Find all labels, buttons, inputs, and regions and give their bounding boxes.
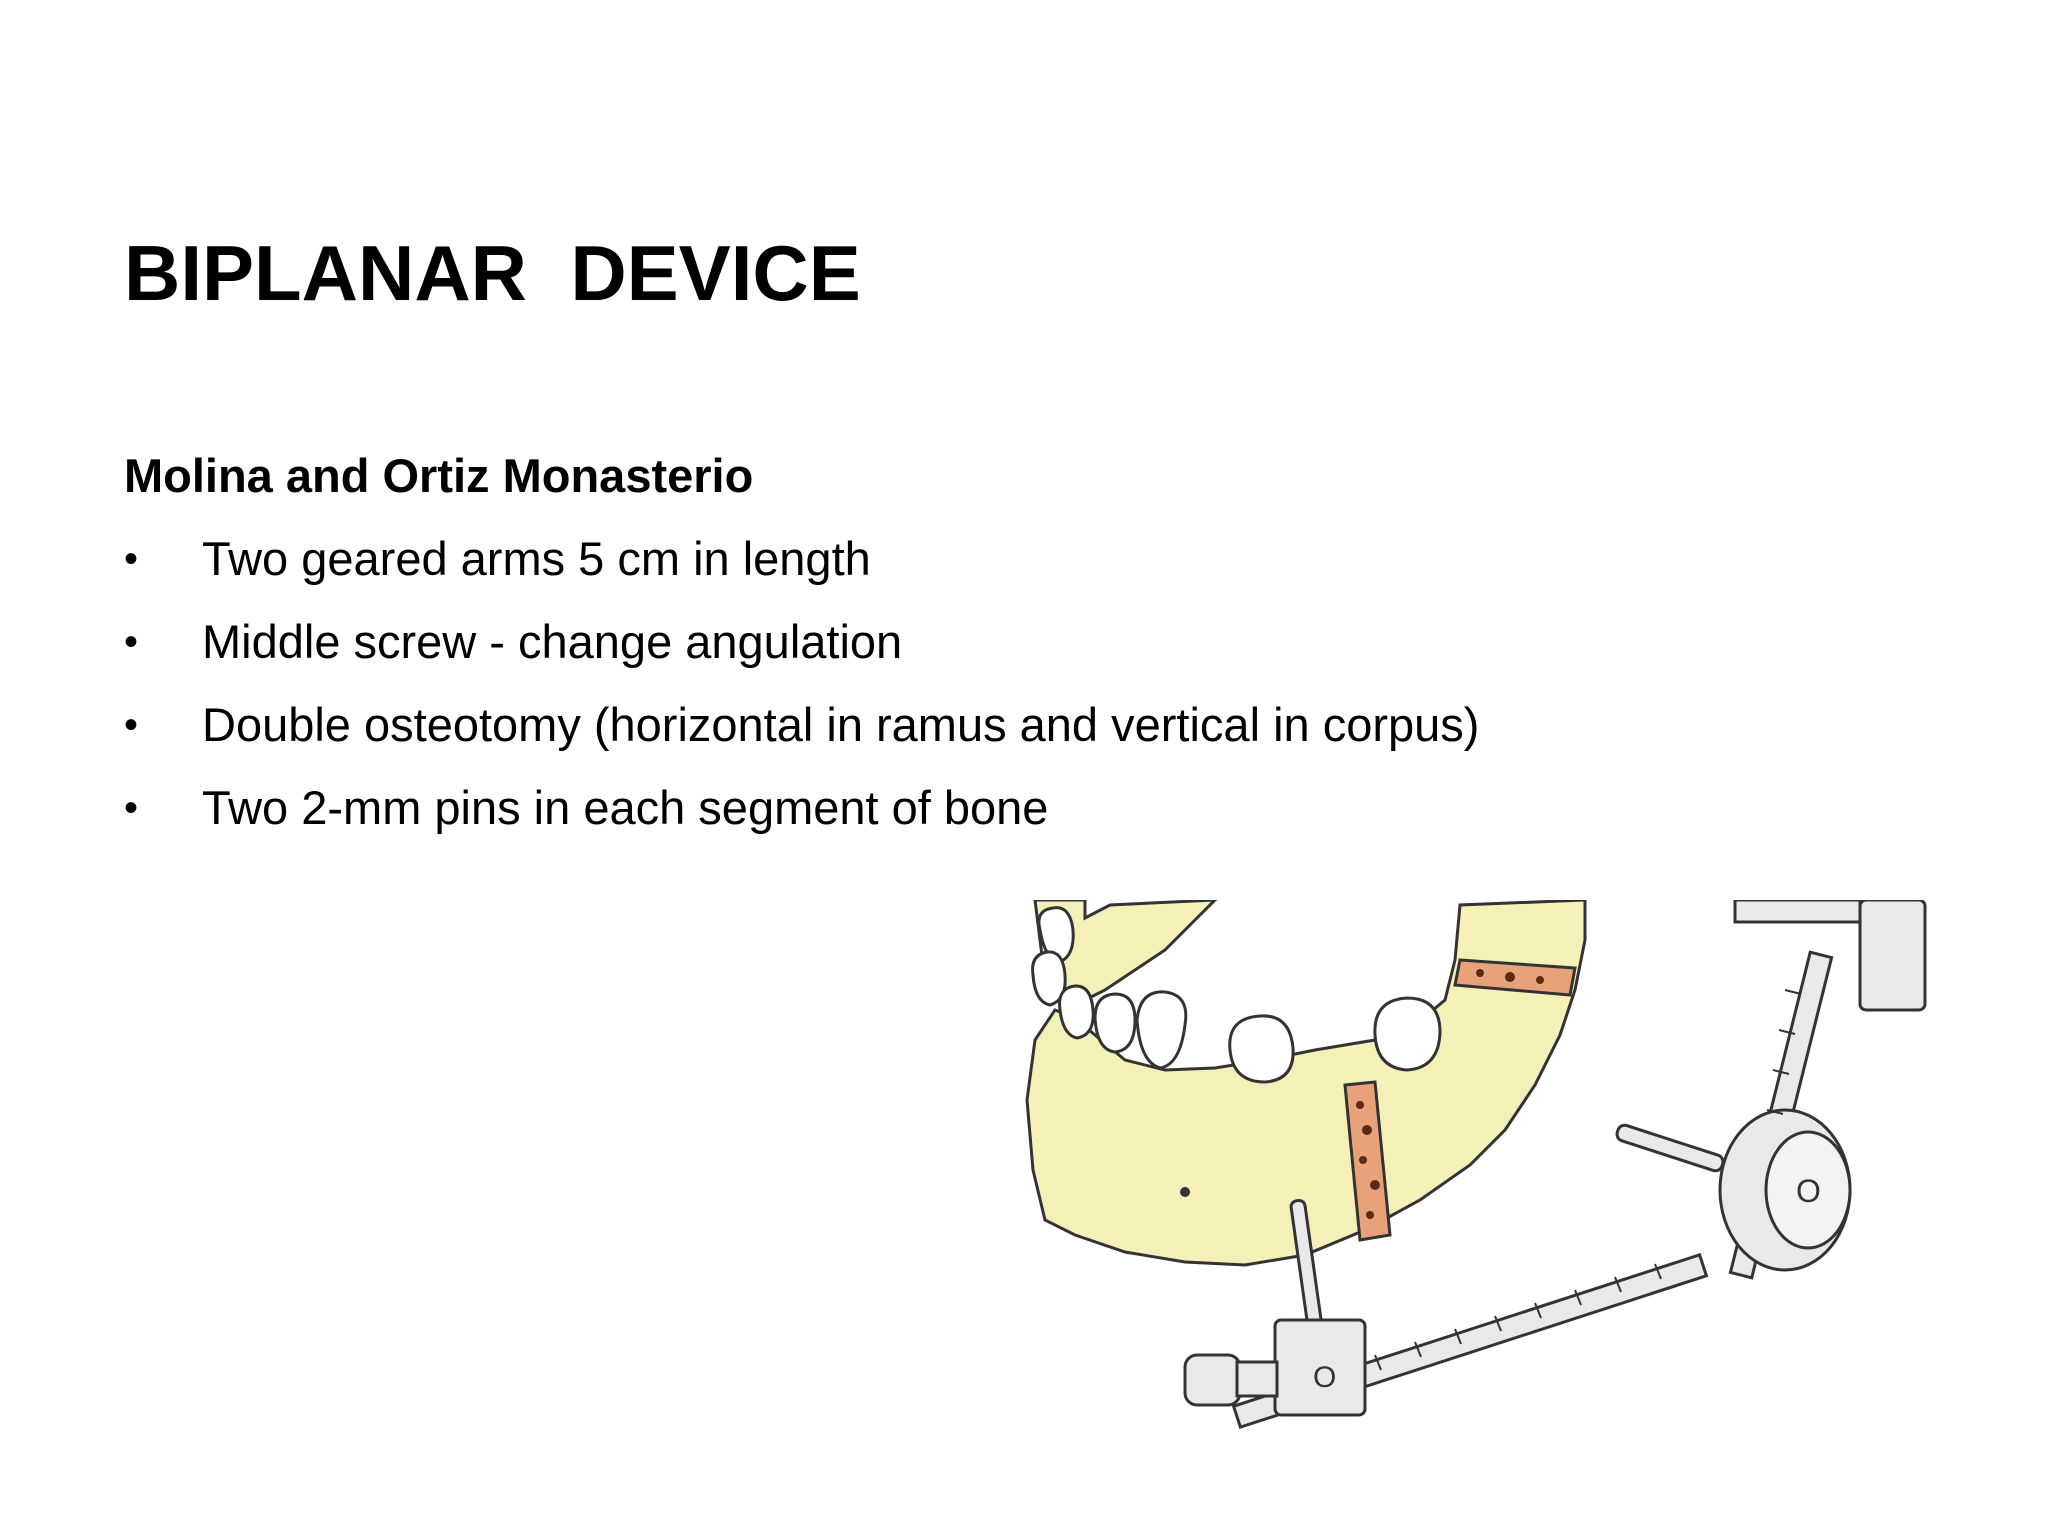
upper-bracket bbox=[1735, 900, 1860, 922]
bullet-list bbox=[124, 528, 1479, 860]
knob-shaft bbox=[1237, 1362, 1277, 1396]
bullet-item bbox=[124, 694, 1479, 777]
bullet-text: Two 2-mm pins in each segment of bone bbox=[202, 781, 1049, 834]
bone-texture bbox=[1366, 1211, 1374, 1219]
bone-texture bbox=[1359, 1156, 1367, 1164]
bullet-item bbox=[124, 528, 1479, 611]
bullet-glyph: • bbox=[124, 537, 139, 581]
bullet-item bbox=[124, 611, 1479, 694]
bullet-glyph: • bbox=[124, 703, 139, 747]
bullet-text: Double osteotomy (horizontal in ramus and vertical in corpus) bbox=[202, 698, 1480, 751]
bullet-glyph: • bbox=[124, 786, 139, 830]
device-mark-left: O bbox=[1313, 1361, 1337, 1394]
bone-texture bbox=[1362, 1125, 1372, 1135]
adjustment-knob bbox=[1185, 1355, 1240, 1405]
slide-title: BIPLANAR DEVICE bbox=[124, 229, 861, 317]
tooth bbox=[1095, 994, 1135, 1052]
upper-block bbox=[1860, 900, 1925, 1010]
bone-texture bbox=[1476, 969, 1484, 977]
bullet-text: Two geared arms 5 cm in length bbox=[202, 532, 871, 585]
mental-foramen bbox=[1180, 1187, 1190, 1197]
bone-texture bbox=[1356, 1101, 1364, 1109]
bone-texture bbox=[1536, 976, 1544, 984]
mandible-distractor-illustration bbox=[1015, 900, 1930, 1460]
bone-texture bbox=[1505, 972, 1515, 982]
device-mark-right: O bbox=[1796, 1173, 1821, 1209]
tooth bbox=[1375, 998, 1440, 1070]
right-pin bbox=[1615, 1123, 1725, 1172]
bullet-glyph: • bbox=[124, 620, 139, 664]
tooth bbox=[1137, 992, 1186, 1068]
bullet-item bbox=[124, 777, 1479, 860]
tooth bbox=[1060, 986, 1094, 1038]
bone-texture bbox=[1370, 1180, 1380, 1190]
slide-subtitle: Molina and Ortiz Monasterio bbox=[124, 449, 754, 502]
tooth bbox=[1230, 1016, 1293, 1082]
bullet-text: Middle screw - change angulation bbox=[202, 615, 903, 668]
